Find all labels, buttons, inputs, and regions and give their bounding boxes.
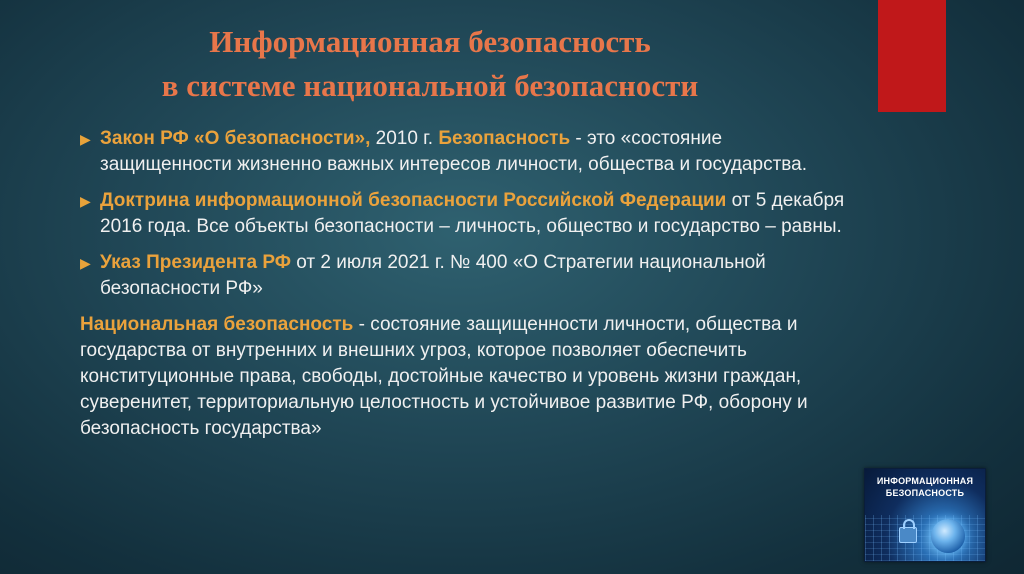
decree-text: от 2 июля 2021 г. № 400 «О Стратегии национальной безопасности РФ»: [100, 252, 766, 299]
title-line-2: в системе национальной безопасности: [161, 68, 699, 103]
law-year: 2010 г.: [370, 128, 439, 149]
slide-content: [80, 126, 850, 452]
triangle-right-icon: ▶: [80, 193, 91, 209]
triangle-right-icon: ▶: [80, 131, 91, 147]
accent-bar: [878, 0, 946, 112]
thumbnail-caption: ИНФОРМАЦИОННАЯ БЕЗОПАСНОСТЬ: [876, 476, 974, 498]
title-line-1: Информационная безопасность: [209, 24, 651, 59]
circuit-pattern: [865, 515, 985, 561]
national-security-definition: [80, 312, 850, 442]
bullet-decree: [80, 250, 850, 302]
bullet-doctrine: [80, 188, 850, 240]
security-term: Безопасность: [438, 128, 571, 149]
triangle-right-icon: ▶: [80, 255, 91, 271]
bullet-law-on-security: [80, 126, 850, 178]
decree-title: Указ Президента РФ: [100, 252, 291, 273]
globe-icon: [931, 519, 965, 553]
doctrine-text: от 5 декабря 2016 года. Все объекты безопасности – личность, общество и государство – равны.: [100, 190, 845, 237]
lock-icon: [899, 527, 917, 543]
security-definition: - это «состояние защищенности жизненно важных интересов личности, общества и государства.: [100, 128, 807, 175]
national-security-text: - состояние защищенности личности, общества и государства от внутренних и внешних угроз, которое позволяет обеспечить конституционные права, свободы, достойные качество и уровень жизни граждан, суверенитет, территориальную целостность и устойчивое развитие РФ, оборону и безопасность государства»: [80, 314, 808, 439]
national-security-term: Национальная безопасность: [80, 314, 354, 335]
slide-title: [0, 20, 860, 108]
info-security-thumbnail: [864, 468, 986, 562]
law-title: Закон РФ «О безопасности»,: [100, 128, 371, 149]
doctrine-title: Доктрина информационной безопасности Российской Федерации: [100, 190, 727, 211]
